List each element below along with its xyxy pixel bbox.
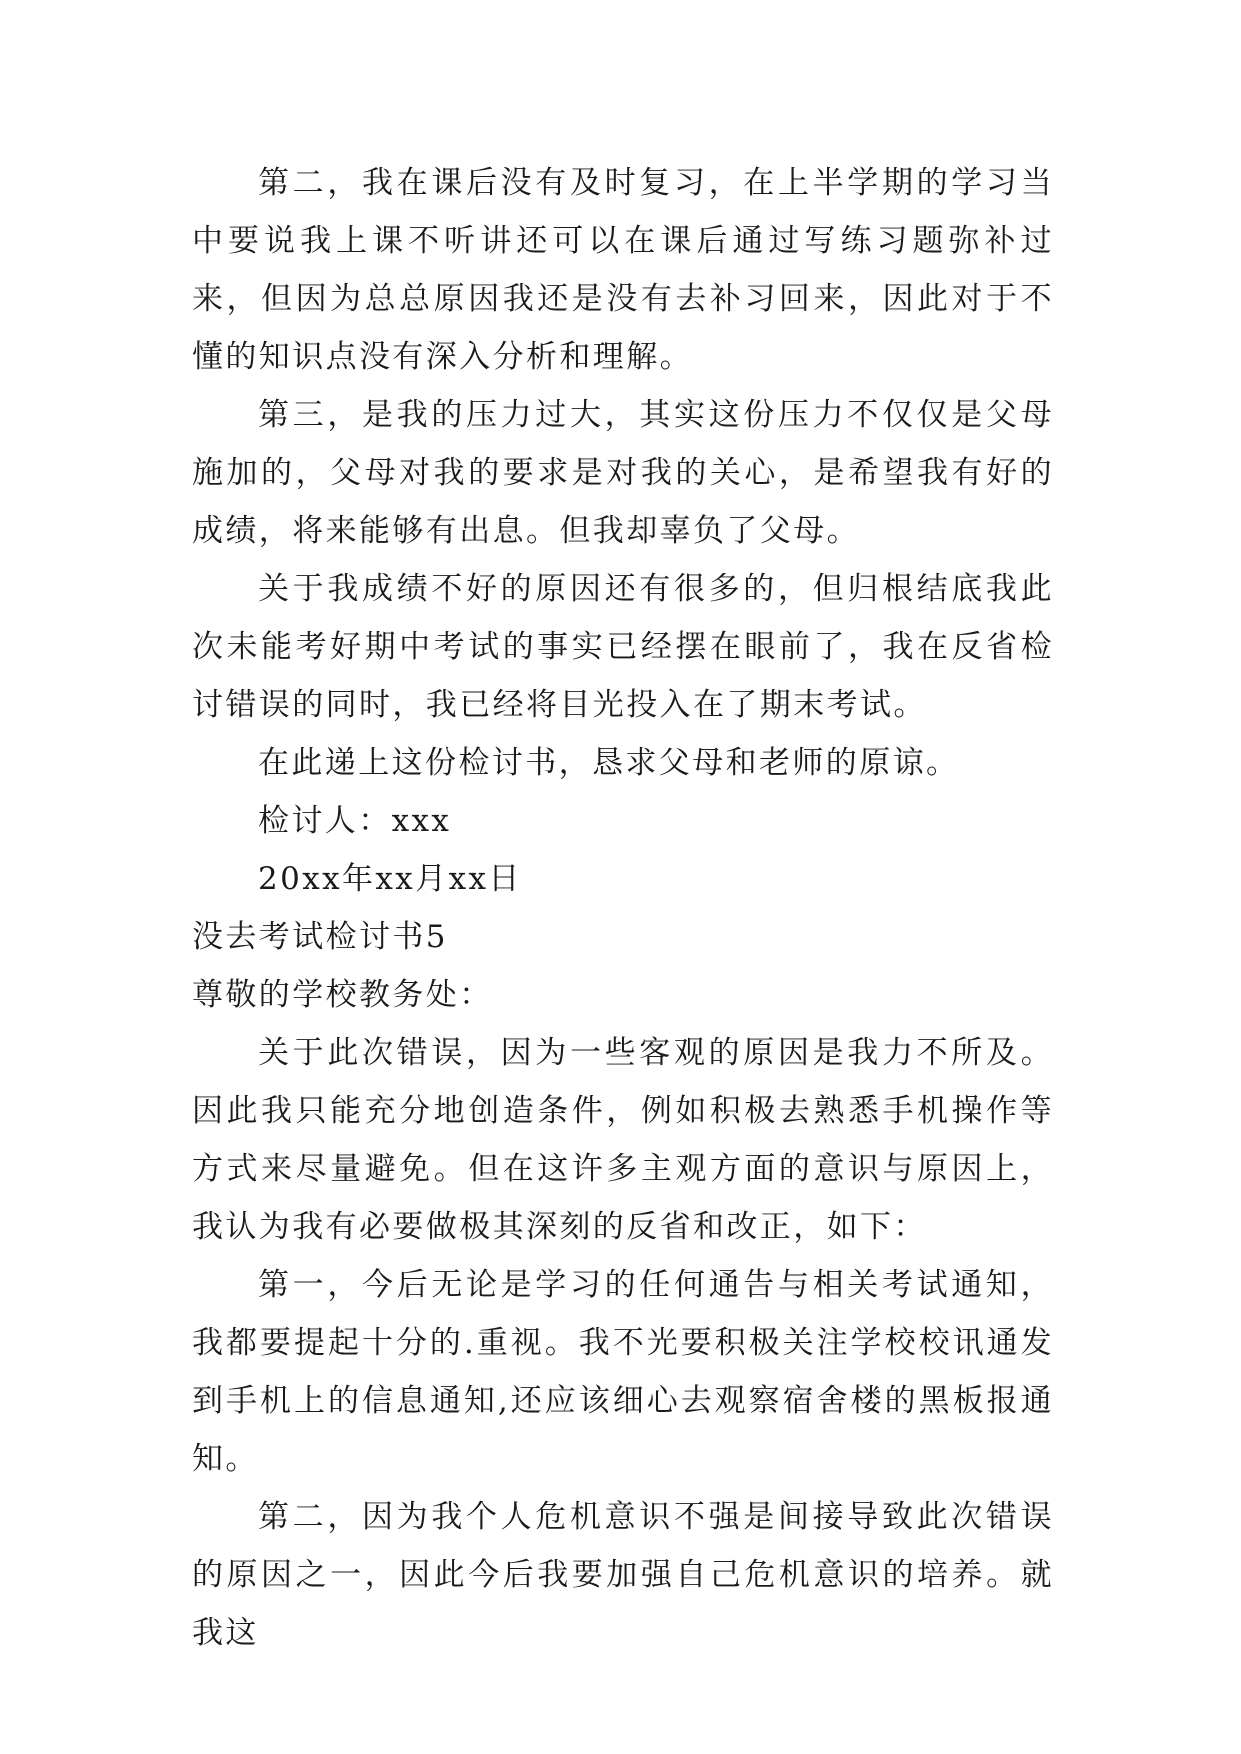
paragraph-point-one: 第一，今后无论是学习的任何通告与相关考试通知，我都要提起十分的.重视。我不光要积极关注学校校讯通发到手机上的信息通知,还应该细心去观察宿舍楼的黑板报通知。 xyxy=(192,1267,1054,1477)
paragraph-intro: 关于此次错误，因为一些客观的原因是我力不所及。因此我只能充分地创造条件，例如积极去熟悉手机操作等方式来尽量避免。但在这许多主观方面的意识与原因上，我认为我有必要做极其深刻的反省和改正，如下： xyxy=(192,1035,1054,1245)
section-title: 没去考试检讨书5 xyxy=(192,919,448,955)
paragraph-reason-two: 第二，我在课后没有及时复习，在上半学期的学习当中要说我上课不听讲还可以在课后通过写练习题弥补过来，但因为总总原因我还是没有去补习回来，因此对于不懂的知识点没有深入分析和理解。 xyxy=(192,165,1054,375)
paragraph-conclusion: 关于我成绩不好的原因还有很多的，但归根结底我此次未能考好期中考试的事实已经摆在眼前了，我在反省检讨错误的同时，我已经将目光投入在了期末考试。 xyxy=(192,571,1054,723)
document-body xyxy=(192,154,1054,1662)
salutation: 尊敬的学校教务处： xyxy=(192,977,493,1013)
signature-line: 检讨人：xxx xyxy=(258,803,452,839)
paragraph-point-two: 第二，因为我个人危机意识不强是间接导致此次错误的原因之一，因此今后我要加强自己危机意识的培养。就我这 xyxy=(192,1499,1054,1651)
date-line: 20xx年xx月xx日 xyxy=(258,861,522,897)
paragraph-apology: 在此递上这份检讨书，恳求父母和老师的原谅。 xyxy=(258,745,960,781)
paragraph-reason-three: 第三，是我的压力过大，其实这份压力不仅仅是父母施加的，父母对我的要求是对我的关心，是希望我有好的成绩，将来能够有出息。但我却辜负了父母。 xyxy=(192,397,1054,549)
